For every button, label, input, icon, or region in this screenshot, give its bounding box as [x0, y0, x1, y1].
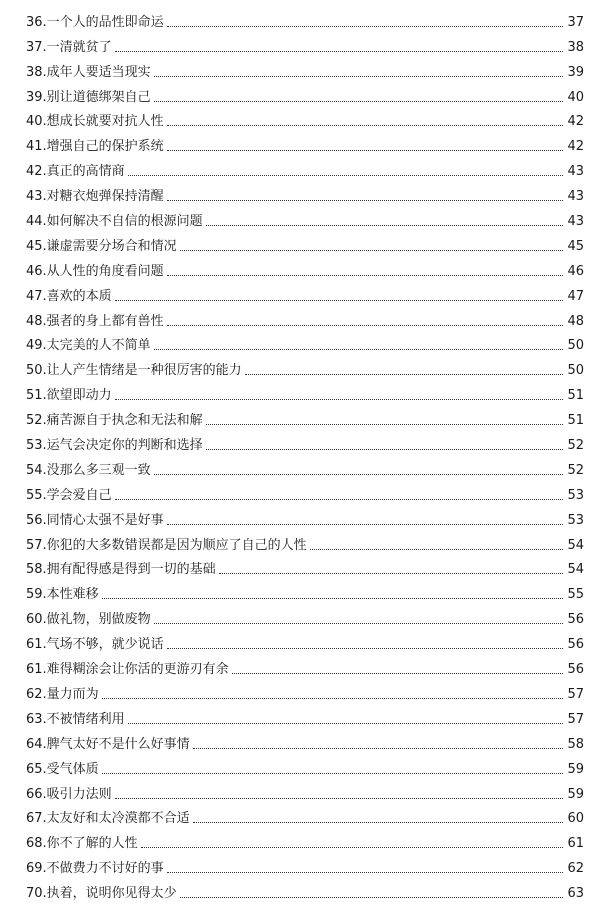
toc-dot-leader: [167, 200, 564, 201]
toc-entry[interactable]: [26, 479, 584, 504]
toc-dot-leader: [154, 101, 564, 102]
toc-entry-title: 46.从人性的角度看问题: [26, 264, 167, 280]
toc-entry-title: 41.增强自己的保护系统: [26, 139, 167, 155]
toc-dot-leader: [154, 623, 564, 624]
toc-entry-page-number: 50: [567, 363, 584, 379]
toc-entry-page-number: 56: [567, 637, 584, 653]
toc-dot-leader: [245, 374, 564, 375]
toc-entry-page-number: 38: [567, 39, 584, 55]
toc-dot-leader: [167, 125, 564, 126]
toc-entry[interactable]: [26, 454, 584, 479]
toc-entry-page-number: 43: [567, 214, 584, 230]
toc-entry-title: 36.一个人的品性即命运: [26, 15, 167, 31]
toc-dot-leader: [115, 300, 564, 301]
toc-entry-title: 64.脾气太好不是什么好事情: [26, 737, 193, 753]
toc-entry-page-number: 51: [567, 388, 584, 404]
toc-entry[interactable]: [26, 554, 584, 579]
toc-dot-leader: [115, 499, 564, 500]
toc-dot-leader: [180, 250, 564, 251]
toc-entry[interactable]: [26, 778, 584, 803]
toc-entry-title: 67.太友好和太冷漠都不合适: [26, 811, 193, 827]
toc-entry-title: 63.不被情绪利用: [26, 712, 128, 728]
toc-entry-title: 66.吸引力法则: [26, 787, 115, 803]
toc-entry-title: 68.你不了解的人性: [26, 836, 141, 852]
toc-entry-page-number: 52: [567, 462, 584, 478]
toc-entry-title: 70.执着，说明你见得太少: [26, 886, 180, 902]
toc-entry-page-number: 46: [567, 263, 584, 279]
toc-entry-page-number: 43: [567, 164, 584, 180]
toc-entry[interactable]: [26, 130, 584, 155]
toc-entry-page-number: 53: [567, 512, 584, 528]
toc-dot-leader: [102, 773, 564, 774]
toc-entry-page-number: 47: [567, 288, 584, 304]
toc-entry-title: 43.对糖衣炮弹保持清醒: [26, 189, 167, 205]
toc-entry-page-number: 40: [567, 89, 584, 105]
toc-dot-leader: [128, 723, 564, 724]
toc-entry-title: 38.成年人要适当现实: [26, 65, 154, 81]
toc-entry[interactable]: [26, 753, 584, 778]
toc-dot-leader: [115, 51, 564, 52]
toc-dot-leader: [193, 822, 564, 823]
toc-dot-leader: [206, 424, 564, 425]
toc-entry-page-number: 56: [567, 662, 584, 678]
toc-entry[interactable]: [26, 205, 584, 230]
toc-entry-title: 62.量力而为: [26, 687, 102, 703]
toc-entry-title: 50.让人产生情绪是一种很厉害的能力: [26, 363, 245, 379]
toc-dot-leader: [128, 175, 564, 176]
toc-entry-title: 56.同情心太强不是好事: [26, 513, 167, 529]
toc-dot-leader: [167, 150, 564, 151]
toc-entry-page-number: 45: [567, 238, 584, 254]
toc-dot-leader: [167, 26, 564, 27]
toc-entry[interactable]: [26, 578, 584, 603]
toc-entry[interactable]: [26, 429, 584, 454]
toc-dot-leader: [167, 325, 564, 326]
toc-dot-leader: [141, 847, 564, 848]
toc-entry-title: 39.别让道德绑架自己: [26, 90, 154, 106]
toc-entry-page-number: 52: [567, 438, 584, 454]
toc-dot-leader: [167, 648, 564, 649]
toc-entry-page-number: 39: [567, 64, 584, 80]
toc-dot-leader: [154, 474, 564, 475]
toc-entry-title: 47.喜欢的本质: [26, 289, 115, 305]
toc-entry[interactable]: [26, 877, 584, 902]
toc-entry[interactable]: [26, 180, 584, 205]
toc-dot-leader: [115, 399, 564, 400]
toc-entry[interactable]: [26, 31, 584, 56]
toc-entry-page-number: 58: [567, 736, 584, 752]
toc-entry-page-number: 37: [567, 14, 584, 30]
toc-dot-leader: [232, 673, 564, 674]
toc-entry-title: 60.做礼物，别做废物: [26, 612, 154, 628]
toc-entry[interactable]: [26, 6, 584, 31]
toc-dot-leader: [115, 798, 564, 799]
toc-dot-leader: [102, 598, 564, 599]
toc-entry[interactable]: [26, 628, 584, 653]
toc-entry[interactable]: [26, 255, 584, 280]
toc-dot-leader: [180, 897, 564, 898]
toc-entry[interactable]: [26, 728, 584, 753]
toc-entry[interactable]: [26, 155, 584, 180]
toc-entry[interactable]: [26, 280, 584, 305]
toc-entry-title: 44.如何解决不自信的根源问题: [26, 214, 206, 230]
toc-entry[interactable]: [26, 803, 584, 828]
toc-entry[interactable]: [26, 305, 584, 330]
toc-entry[interactable]: [26, 653, 584, 678]
toc-dot-leader: [193, 748, 564, 749]
toc-entry[interactable]: [26, 354, 584, 379]
toc-entry[interactable]: [26, 56, 584, 81]
toc-entry-title: 51.欲望即动力: [26, 388, 115, 404]
toc-entry[interactable]: [26, 827, 584, 852]
toc-entry-page-number: 48: [567, 313, 584, 329]
toc-entry[interactable]: [26, 330, 584, 355]
toc-dot-leader: [206, 225, 564, 226]
toc-entry-page-number: 53: [567, 487, 584, 503]
toc-entry-page-number: 57: [567, 711, 584, 727]
toc-entry-title: 61.难得糊涂会让你活的更游刃有余: [26, 662, 232, 678]
toc-entry[interactable]: [26, 379, 584, 404]
toc-entry[interactable]: [26, 678, 584, 703]
toc-entry-title: 55.学会爱自己: [26, 488, 115, 504]
toc-entry[interactable]: [26, 230, 584, 255]
toc-entry-page-number: 59: [567, 786, 584, 802]
toc-entry-title: 48.强者的身上都有兽性: [26, 314, 167, 330]
toc-entry[interactable]: [26, 603, 584, 628]
toc-entry-title: 54.没那么多三观一致: [26, 463, 154, 479]
toc-entry[interactable]: [26, 703, 584, 728]
toc-entry-page-number: 63: [567, 886, 584, 902]
toc-entry-title: 42.真正的高情商: [26, 164, 128, 180]
toc-entry-page-number: 59: [567, 761, 584, 777]
toc-entry-page-number: 43: [567, 189, 584, 205]
toc-entry-title: 69.不做费力不讨好的事: [26, 861, 167, 877]
toc-dot-leader: [167, 872, 564, 873]
toc-dot-leader: [167, 275, 564, 276]
toc-entry-page-number: 54: [567, 537, 584, 553]
toc-entry-title: 61.气场不够，就少说话: [26, 637, 167, 653]
toc-dot-leader: [154, 76, 564, 77]
toc-entry-title: 59.本性难移: [26, 587, 102, 603]
toc-dot-leader: [310, 549, 564, 550]
toc-entry-page-number: 61: [567, 836, 584, 852]
toc-entry[interactable]: [26, 852, 584, 877]
toc-entry[interactable]: [26, 106, 584, 131]
toc-dot-leader: [206, 449, 564, 450]
toc-entry-title: 40.想成长就要对抗人性: [26, 114, 167, 130]
toc-dot-leader: [154, 349, 564, 350]
toc-entry-title: 65.受气体质: [26, 762, 102, 778]
toc-entry-title: 37.一清就贫了: [26, 40, 115, 56]
toc-dot-leader: [219, 573, 564, 574]
toc-entry-page-number: 50: [567, 338, 584, 354]
toc-entry[interactable]: [26, 529, 584, 554]
toc-dot-leader: [102, 698, 564, 699]
toc-entry-title: 49.太完美的人不简单: [26, 338, 154, 354]
toc-entry-page-number: 62: [567, 861, 584, 877]
toc-dot-leader: [167, 524, 564, 525]
toc-entry-title: 52.痛苦源自于执念和无法和解: [26, 413, 206, 429]
toc-entry-title: 57.你犯的大多数错误都是因为顺应了自己的人性: [26, 538, 310, 554]
toc-entry-page-number: 54: [567, 562, 584, 578]
toc-entry[interactable]: [26, 404, 584, 429]
toc-entry-page-number: 56: [567, 612, 584, 628]
toc-entry-page-number: 42: [567, 114, 584, 130]
toc-entry-page-number: 55: [567, 587, 584, 603]
toc-entry-title: 45.谦虚需要分场合和情况: [26, 239, 180, 255]
toc-entry[interactable]: [26, 81, 584, 106]
toc-entry-page-number: 42: [567, 139, 584, 155]
toc-entry-page-number: 60: [567, 811, 584, 827]
toc-entry-title: 58.拥有配得感是得到一切的基础: [26, 562, 219, 578]
toc-entry-page-number: 57: [567, 686, 584, 702]
toc-entry[interactable]: [26, 504, 584, 529]
toc-entry-page-number: 51: [567, 413, 584, 429]
toc-entry-title: 53.运气会决定你的判断和选择: [26, 438, 206, 454]
